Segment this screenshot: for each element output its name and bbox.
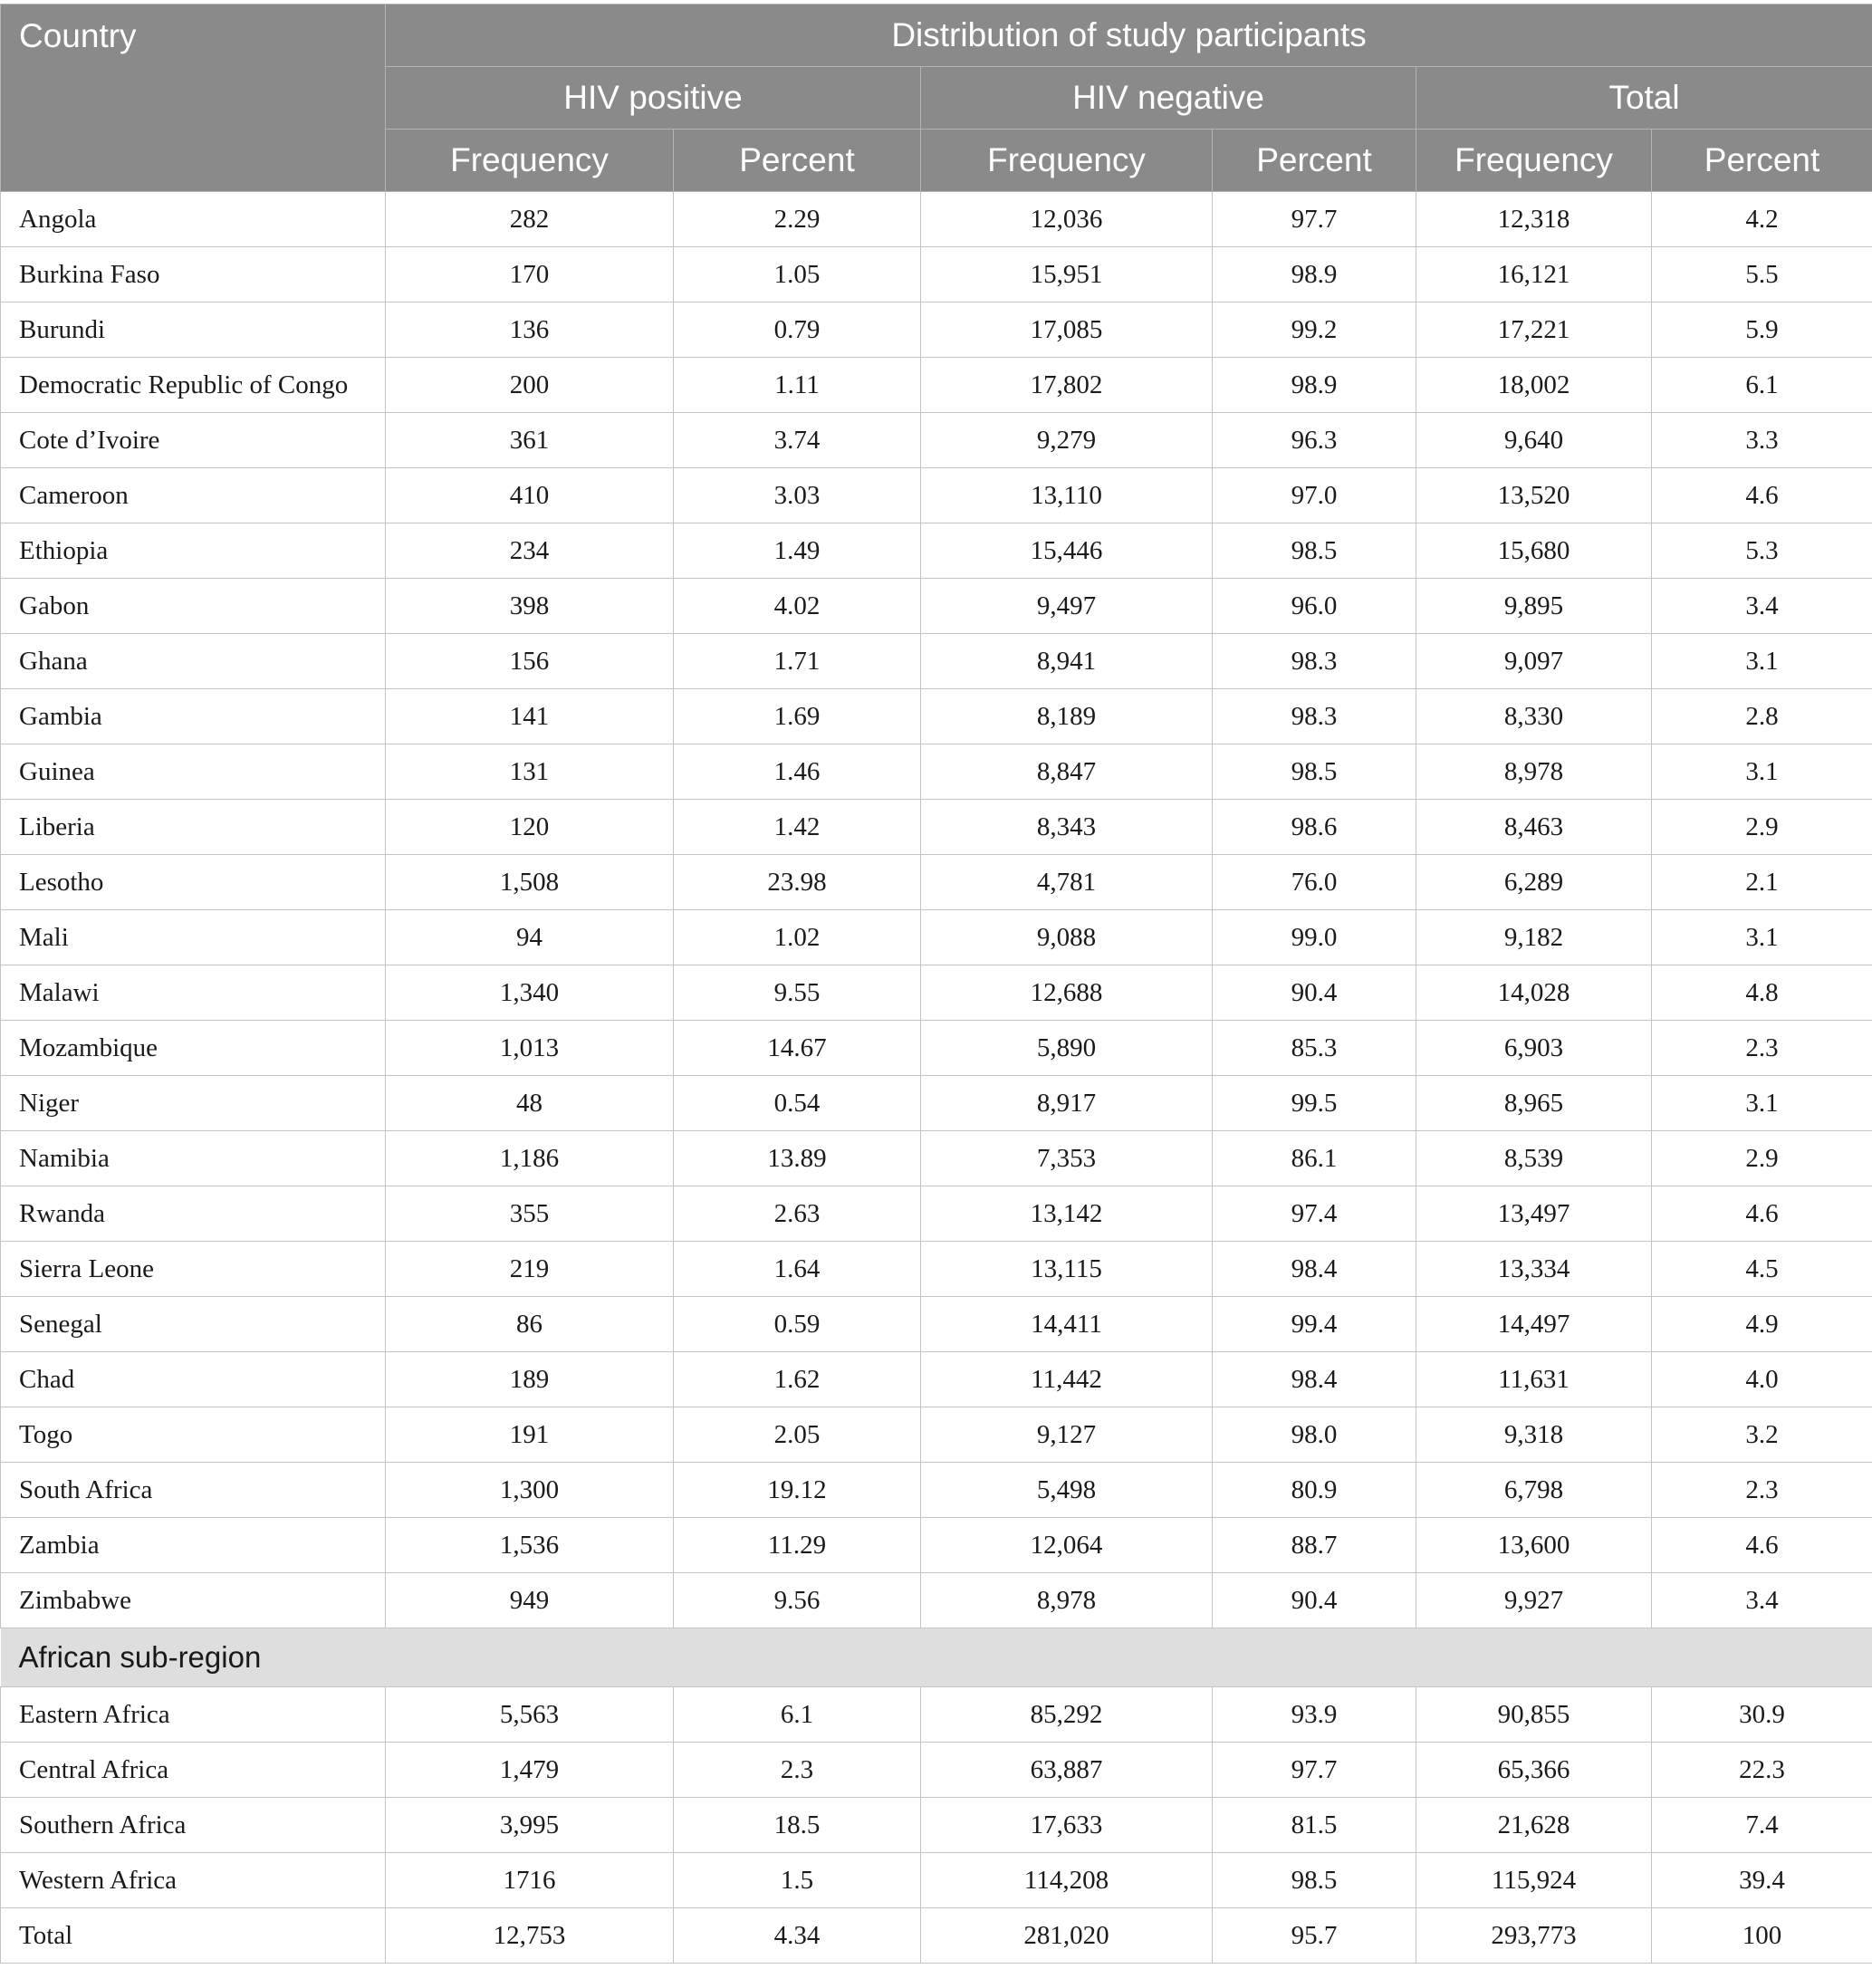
header-hiv-positive: HIV positive <box>386 67 921 130</box>
cell-tot-frequency: 293,773 <box>1416 1908 1652 1964</box>
cell-neg-frequency: 9,088 <box>921 910 1213 965</box>
cell-neg-frequency: 15,446 <box>921 523 1213 579</box>
cell-pos-percent: 0.79 <box>674 303 921 358</box>
cell-tot-percent: 5.3 <box>1652 523 1872 579</box>
cell-pos-frequency: 3,995 <box>386 1798 674 1853</box>
cell-pos-frequency: 1,536 <box>386 1518 674 1573</box>
cell-neg-frequency: 281,020 <box>921 1908 1213 1964</box>
cell-neg-percent: 96.3 <box>1213 413 1416 468</box>
cell-neg-percent: 86.1 <box>1213 1131 1416 1186</box>
cell-name: Burundi <box>1 303 386 358</box>
cell-pos-percent: 19.12 <box>674 1463 921 1518</box>
cell-name: Cote d’Ivoire <box>1 413 386 468</box>
country-row <box>1 1021 1872 1076</box>
cell-neg-percent: 90.4 <box>1213 965 1416 1021</box>
cell-name: South Africa <box>1 1463 386 1518</box>
cell-pos-frequency: 136 <box>386 303 674 358</box>
cell-tot-frequency: 9,895 <box>1416 579 1652 634</box>
cell-pos-frequency: 156 <box>386 634 674 689</box>
cell-tot-percent: 3.4 <box>1652 579 1872 634</box>
cell-pos-frequency: 219 <box>386 1242 674 1297</box>
cell-neg-frequency: 13,115 <box>921 1242 1213 1297</box>
cell-pos-percent: 0.54 <box>674 1076 921 1131</box>
cell-pos-percent: 2.29 <box>674 192 921 247</box>
cell-tot-frequency: 14,497 <box>1416 1297 1652 1352</box>
country-row <box>1 634 1872 689</box>
country-row <box>1 1407 1872 1463</box>
country-row <box>1 192 1872 247</box>
cell-pos-percent: 0.59 <box>674 1297 921 1352</box>
region-row <box>1 1798 1872 1853</box>
cell-tot-frequency: 17,221 <box>1416 303 1652 358</box>
cell-tot-percent: 4.8 <box>1652 965 1872 1021</box>
cell-tot-percent: 3.1 <box>1652 634 1872 689</box>
cell-pos-percent: 11.29 <box>674 1518 921 1573</box>
cell-tot-percent: 4.6 <box>1652 1518 1872 1573</box>
cell-tot-percent: 5.5 <box>1652 247 1872 303</box>
region-row <box>1 1687 1872 1743</box>
cell-tot-percent: 3.3 <box>1652 413 1872 468</box>
cell-pos-frequency: 1716 <box>386 1853 674 1908</box>
cell-pos-percent: 1.42 <box>674 800 921 855</box>
cell-pos-frequency: 1,508 <box>386 855 674 910</box>
cell-pos-frequency: 131 <box>386 744 674 800</box>
cell-neg-frequency: 9,497 <box>921 579 1213 634</box>
cell-name: Gabon <box>1 579 386 634</box>
cell-neg-frequency: 15,951 <box>921 247 1213 303</box>
country-row <box>1 689 1872 744</box>
cell-tot-frequency: 8,539 <box>1416 1131 1652 1186</box>
country-row <box>1 1297 1872 1352</box>
cell-pos-percent: 3.03 <box>674 468 921 523</box>
cell-tot-frequency: 9,927 <box>1416 1573 1652 1628</box>
cell-tot-percent: 3.4 <box>1652 1573 1872 1628</box>
country-row <box>1 1076 1872 1131</box>
cell-pos-frequency: 410 <box>386 468 674 523</box>
cell-pos-percent: 14.67 <box>674 1021 921 1076</box>
cell-pos-percent: 4.34 <box>674 1908 921 1964</box>
cell-name: Senegal <box>1 1297 386 1352</box>
cell-tot-percent: 5.9 <box>1652 303 1872 358</box>
cell-pos-percent: 1.71 <box>674 634 921 689</box>
cell-name: Burkina Faso <box>1 247 386 303</box>
cell-tot-frequency: 65,366 <box>1416 1743 1652 1798</box>
cell-neg-percent: 98.0 <box>1213 1407 1416 1463</box>
cell-pos-percent: 1.64 <box>674 1242 921 1297</box>
cell-tot-frequency: 8,978 <box>1416 744 1652 800</box>
cell-tot-percent: 4.0 <box>1652 1352 1872 1407</box>
country-row <box>1 744 1872 800</box>
cell-neg-frequency: 12,064 <box>921 1518 1213 1573</box>
cell-neg-percent: 99.2 <box>1213 303 1416 358</box>
header-total: Total <box>1416 67 1872 130</box>
country-row <box>1 1352 1872 1407</box>
cell-tot-frequency: 8,965 <box>1416 1076 1652 1131</box>
cell-neg-frequency: 63,887 <box>921 1743 1213 1798</box>
cell-neg-frequency: 9,127 <box>921 1407 1213 1463</box>
cell-pos-frequency: 200 <box>386 358 674 413</box>
header-neg-frequency: Frequency <box>921 130 1213 192</box>
cell-pos-frequency: 1,300 <box>386 1463 674 1518</box>
country-row <box>1 910 1872 965</box>
cell-neg-percent: 93.9 <box>1213 1687 1416 1743</box>
cell-name: Mozambique <box>1 1021 386 1076</box>
cell-neg-frequency: 12,688 <box>921 965 1213 1021</box>
cell-neg-frequency: 17,633 <box>921 1798 1213 1853</box>
country-row <box>1 1463 1872 1518</box>
section-row <box>1 1628 1872 1687</box>
cell-pos-frequency: 170 <box>386 247 674 303</box>
cell-tot-percent: 3.2 <box>1652 1407 1872 1463</box>
cell-pos-percent: 2.3 <box>674 1743 921 1798</box>
country-row <box>1 1518 1872 1573</box>
cell-pos-frequency: 141 <box>386 689 674 744</box>
cell-tot-frequency: 13,497 <box>1416 1186 1652 1242</box>
cell-tot-frequency: 6,798 <box>1416 1463 1652 1518</box>
cell-pos-frequency: 361 <box>386 413 674 468</box>
cell-name: Central Africa <box>1 1743 386 1798</box>
cell-tot-percent: 6.1 <box>1652 358 1872 413</box>
country-row <box>1 855 1872 910</box>
cell-tot-frequency: 11,631 <box>1416 1352 1652 1407</box>
cell-tot-percent: 2.8 <box>1652 689 1872 744</box>
header-tot-frequency: Frequency <box>1416 130 1652 192</box>
cell-tot-percent: 22.3 <box>1652 1743 1872 1798</box>
cell-pos-frequency: 1,479 <box>386 1743 674 1798</box>
cell-neg-percent: 88.7 <box>1213 1518 1416 1573</box>
cell-neg-frequency: 17,085 <box>921 303 1213 358</box>
cell-tot-frequency: 9,097 <box>1416 634 1652 689</box>
cell-pos-frequency: 1,013 <box>386 1021 674 1076</box>
country-row <box>1 1131 1872 1186</box>
cell-neg-frequency: 13,142 <box>921 1186 1213 1242</box>
header-pos-percent: Percent <box>674 130 921 192</box>
cell-name: Ethiopia <box>1 523 386 579</box>
country-row <box>1 579 1872 634</box>
cell-name: Liberia <box>1 800 386 855</box>
cell-pos-frequency: 949 <box>386 1573 674 1628</box>
cell-tot-frequency: 9,640 <box>1416 413 1652 468</box>
header-tot-percent: Percent <box>1652 130 1872 192</box>
cell-pos-percent: 9.55 <box>674 965 921 1021</box>
header-neg-percent: Percent <box>1213 130 1416 192</box>
participants-table <box>0 4 1872 1964</box>
cell-tot-percent: 4.6 <box>1652 1186 1872 1242</box>
cell-neg-frequency: 8,343 <box>921 800 1213 855</box>
cell-neg-frequency: 8,847 <box>921 744 1213 800</box>
cell-tot-frequency: 14,028 <box>1416 965 1652 1021</box>
cell-neg-percent: 99.4 <box>1213 1297 1416 1352</box>
cell-tot-percent: 3.1 <box>1652 910 1872 965</box>
cell-name: Lesotho <box>1 855 386 910</box>
cell-pos-percent: 3.74 <box>674 413 921 468</box>
cell-pos-frequency: 1,340 <box>386 965 674 1021</box>
cell-tot-percent: 2.3 <box>1652 1463 1872 1518</box>
cell-name: Gambia <box>1 689 386 744</box>
cell-pos-frequency: 120 <box>386 800 674 855</box>
cell-neg-percent: 98.5 <box>1213 1853 1416 1908</box>
cell-name: Total <box>1 1908 386 1964</box>
cell-neg-percent: 99.0 <box>1213 910 1416 965</box>
cell-name: Sierra Leone <box>1 1242 386 1297</box>
cell-pos-percent: 1.02 <box>674 910 921 965</box>
cell-neg-percent: 98.9 <box>1213 247 1416 303</box>
cell-neg-frequency: 8,189 <box>921 689 1213 744</box>
cell-neg-frequency: 4,781 <box>921 855 1213 910</box>
cell-tot-frequency: 9,318 <box>1416 1407 1652 1463</box>
cell-name: Democratic Republic of Congo <box>1 358 386 413</box>
cell-pos-percent: 2.05 <box>674 1407 921 1463</box>
cell-pos-frequency: 282 <box>386 192 674 247</box>
country-row <box>1 523 1872 579</box>
cell-tot-frequency: 90,855 <box>1416 1687 1652 1743</box>
cell-neg-percent: 85.3 <box>1213 1021 1416 1076</box>
cell-tot-percent: 100 <box>1652 1908 1872 1964</box>
cell-name: Namibia <box>1 1131 386 1186</box>
cell-pos-percent: 1.49 <box>674 523 921 579</box>
cell-tot-percent: 4.5 <box>1652 1242 1872 1297</box>
header-country: Country <box>1 5 386 192</box>
cell-pos-percent: 18.5 <box>674 1798 921 1853</box>
country-row <box>1 800 1872 855</box>
cell-neg-percent: 97.7 <box>1213 192 1416 247</box>
cell-name: Mali <box>1 910 386 965</box>
cell-neg-frequency: 17,802 <box>921 358 1213 413</box>
country-row <box>1 413 1872 468</box>
cell-name: Togo <box>1 1407 386 1463</box>
cell-name: Western Africa <box>1 1853 386 1908</box>
cell-pos-percent: 1.05 <box>674 247 921 303</box>
cell-tot-frequency: 12,318 <box>1416 192 1652 247</box>
cell-pos-frequency: 234 <box>386 523 674 579</box>
cell-tot-frequency: 21,628 <box>1416 1798 1652 1853</box>
cell-tot-percent: 39.4 <box>1652 1853 1872 1908</box>
country-row <box>1 468 1872 523</box>
cell-neg-frequency: 12,036 <box>921 192 1213 247</box>
cell-tot-percent: 2.9 <box>1652 800 1872 855</box>
cell-tot-frequency: 16,121 <box>1416 247 1652 303</box>
cell-name: Niger <box>1 1076 386 1131</box>
cell-pos-percent: 1.5 <box>674 1853 921 1908</box>
region-row <box>1 1908 1872 1964</box>
cell-pos-percent: 1.46 <box>674 744 921 800</box>
cell-tot-frequency: 13,334 <box>1416 1242 1652 1297</box>
header-hiv-negative: HIV negative <box>921 67 1416 130</box>
cell-neg-frequency: 8,917 <box>921 1076 1213 1131</box>
cell-pos-frequency: 86 <box>386 1297 674 1352</box>
cell-tot-frequency: 6,903 <box>1416 1021 1652 1076</box>
cell-name: Cameroon <box>1 468 386 523</box>
cell-neg-frequency: 114,208 <box>921 1853 1213 1908</box>
cell-tot-frequency: 8,463 <box>1416 800 1652 855</box>
cell-neg-percent: 99.5 <box>1213 1076 1416 1131</box>
cell-neg-percent: 98.6 <box>1213 800 1416 855</box>
cell-pos-percent: 1.69 <box>674 689 921 744</box>
country-row <box>1 1186 1872 1242</box>
country-row <box>1 1242 1872 1297</box>
cell-neg-frequency: 85,292 <box>921 1687 1213 1743</box>
cell-tot-percent: 2.3 <box>1652 1021 1872 1076</box>
cell-name: Zimbabwe <box>1 1573 386 1628</box>
cell-name: Malawi <box>1 965 386 1021</box>
cell-neg-percent: 97.4 <box>1213 1186 1416 1242</box>
cell-tot-percent: 30.9 <box>1652 1687 1872 1743</box>
cell-tot-percent: 2.9 <box>1652 1131 1872 1186</box>
cell-tot-frequency: 18,002 <box>1416 358 1652 413</box>
cell-pos-frequency: 94 <box>386 910 674 965</box>
cell-tot-frequency: 13,520 <box>1416 468 1652 523</box>
cell-neg-frequency: 7,353 <box>921 1131 1213 1186</box>
cell-pos-percent: 2.63 <box>674 1186 921 1242</box>
cell-tot-percent: 4.2 <box>1652 192 1872 247</box>
cell-neg-percent: 98.5 <box>1213 523 1416 579</box>
cell-neg-frequency: 5,498 <box>921 1463 1213 1518</box>
cell-name: Angola <box>1 192 386 247</box>
cell-tot-percent: 4.6 <box>1652 468 1872 523</box>
cell-neg-percent: 98.4 <box>1213 1242 1416 1297</box>
cell-name: Rwanda <box>1 1186 386 1242</box>
cell-pos-frequency: 5,563 <box>386 1687 674 1743</box>
cell-pos-percent: 4.02 <box>674 579 921 634</box>
country-row <box>1 303 1872 358</box>
cell-pos-frequency: 355 <box>386 1186 674 1242</box>
table-body <box>1 192 1872 1964</box>
region-row <box>1 1853 1872 1908</box>
cell-neg-percent: 98.3 <box>1213 689 1416 744</box>
cell-name: Guinea <box>1 744 386 800</box>
header-pos-frequency: Frequency <box>386 130 674 192</box>
cell-name: Zambia <box>1 1518 386 1573</box>
cell-neg-percent: 98.4 <box>1213 1352 1416 1407</box>
cell-neg-percent: 80.9 <box>1213 1463 1416 1518</box>
country-row <box>1 1573 1872 1628</box>
cell-tot-percent: 3.1 <box>1652 744 1872 800</box>
cell-neg-frequency: 11,442 <box>921 1352 1213 1407</box>
cell-pos-frequency: 191 <box>386 1407 674 1463</box>
cell-name: Southern Africa <box>1 1798 386 1853</box>
cell-neg-percent: 95.7 <box>1213 1908 1416 1964</box>
section-label: African sub-region <box>1 1628 1872 1687</box>
header-distribution: Distribution of study participants <box>386 5 1872 67</box>
cell-tot-frequency: 115,924 <box>1416 1853 1652 1908</box>
cell-neg-frequency: 9,279 <box>921 413 1213 468</box>
cell-name: Eastern Africa <box>1 1687 386 1743</box>
cell-pos-percent: 23.98 <box>674 855 921 910</box>
cell-neg-percent: 90.4 <box>1213 1573 1416 1628</box>
cell-neg-frequency: 8,978 <box>921 1573 1213 1628</box>
cell-pos-frequency: 398 <box>386 579 674 634</box>
country-row <box>1 247 1872 303</box>
country-row <box>1 965 1872 1021</box>
region-row <box>1 1743 1872 1798</box>
cell-tot-percent: 2.1 <box>1652 855 1872 910</box>
cell-pos-frequency: 189 <box>386 1352 674 1407</box>
cell-neg-percent: 96.0 <box>1213 579 1416 634</box>
cell-tot-frequency: 13,600 <box>1416 1518 1652 1573</box>
cell-name: Chad <box>1 1352 386 1407</box>
cell-neg-frequency: 5,890 <box>921 1021 1213 1076</box>
cell-tot-frequency: 6,289 <box>1416 855 1652 910</box>
country-row <box>1 358 1872 413</box>
cell-pos-percent: 9.56 <box>674 1573 921 1628</box>
cell-tot-percent: 7.4 <box>1652 1798 1872 1853</box>
cell-name: Ghana <box>1 634 386 689</box>
cell-pos-percent: 6.1 <box>674 1687 921 1743</box>
table-header <box>1 5 1872 192</box>
cell-neg-percent: 76.0 <box>1213 855 1416 910</box>
cell-tot-frequency: 8,330 <box>1416 689 1652 744</box>
cell-pos-frequency: 12,753 <box>386 1908 674 1964</box>
cell-tot-percent: 3.1 <box>1652 1076 1872 1131</box>
cell-neg-frequency: 13,110 <box>921 468 1213 523</box>
cell-pos-percent: 1.11 <box>674 358 921 413</box>
cell-pos-percent: 13.89 <box>674 1131 921 1186</box>
cell-pos-percent: 1.62 <box>674 1352 921 1407</box>
cell-pos-frequency: 48 <box>386 1076 674 1131</box>
cell-tot-frequency: 9,182 <box>1416 910 1652 965</box>
cell-tot-frequency: 15,680 <box>1416 523 1652 579</box>
cell-tot-percent: 4.9 <box>1652 1297 1872 1352</box>
cell-neg-percent: 98.9 <box>1213 358 1416 413</box>
cell-neg-percent: 97.0 <box>1213 468 1416 523</box>
cell-neg-percent: 81.5 <box>1213 1798 1416 1853</box>
cell-neg-frequency: 14,411 <box>921 1297 1213 1352</box>
cell-neg-percent: 98.3 <box>1213 634 1416 689</box>
cell-neg-percent: 98.5 <box>1213 744 1416 800</box>
cell-neg-percent: 97.7 <box>1213 1743 1416 1798</box>
cell-pos-frequency: 1,186 <box>386 1131 674 1186</box>
cell-neg-frequency: 8,941 <box>921 634 1213 689</box>
